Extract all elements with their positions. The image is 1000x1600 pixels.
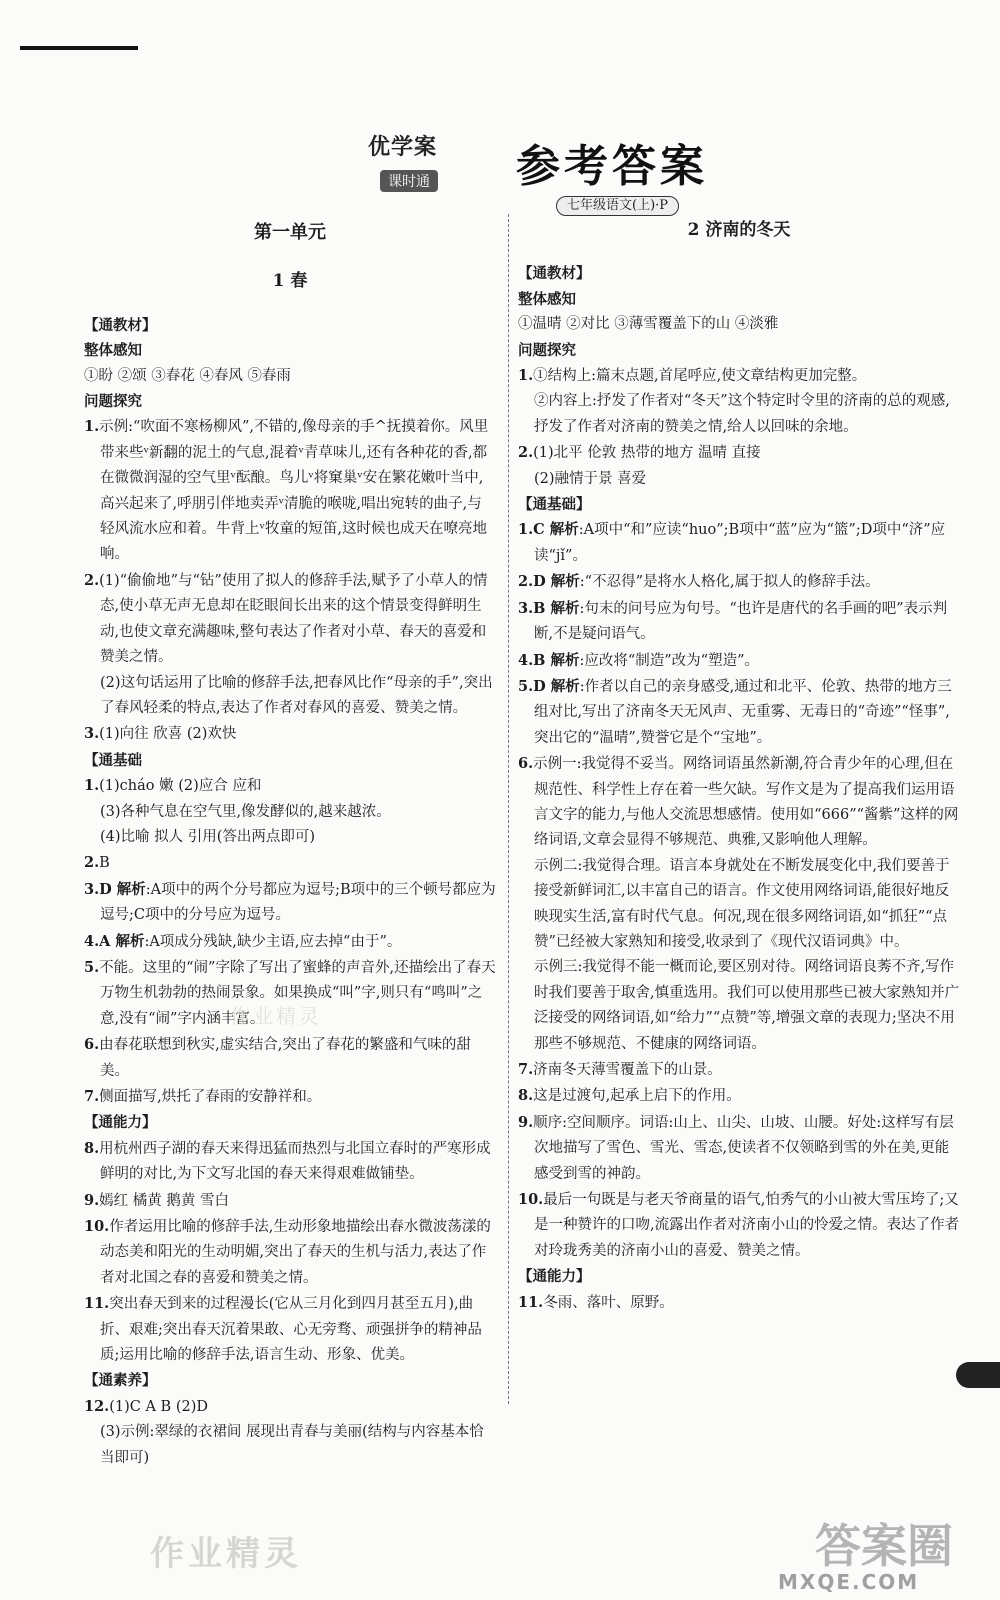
- answer-item: [84, 721, 496, 747]
- item-number: 10.: [84, 1218, 110, 1236]
- item-number: 1.: [518, 521, 534, 539]
- publisher-logo: [368, 124, 468, 190]
- answer-item: [518, 1110, 960, 1187]
- answer-item: [84, 850, 496, 876]
- answer-item: [84, 1291, 496, 1368]
- answer-text: :应改将“制造”改为“塑造”。: [579, 652, 759, 669]
- answer-text: :A项中“和”应读“huo”;B项中“蓝”应为“篮”;D项中“济”应读“jǐ”。: [534, 522, 946, 564]
- answer-item: [518, 517, 960, 569]
- item-number: 5.: [518, 677, 534, 695]
- faint-watermark: 作业精灵: [230, 1004, 322, 1028]
- answer-item: [518, 596, 960, 648]
- answer-text: ②内容上:抒发了作者对“冬天”这个特定时令里的济南的总的观感,抒发了作者对济南的赞美之情,给人以回味的余地。: [534, 393, 950, 435]
- answer-text: 示例一:我觉得不妥当。网络词语虽然新潮,符合青少年的心理,但在规范性、科学性上存在着一些欠缺。写作文是为了提高我们运用语言文字的能力,与他人交流思想感情。使用如“666”“酱紫”这样的网络词语,文章会显得不够规范、典雅,又影响他人理解。: [533, 756, 959, 849]
- item-number: 4.: [518, 651, 534, 669]
- item-number: 3.: [84, 880, 100, 898]
- answer-item: [518, 440, 960, 466]
- section-heading: 【通素养】: [84, 1372, 157, 1390]
- answer-text: ①结构上:篇末点题,首尾呼应,使文章结构更加完整。: [533, 368, 867, 385]
- answer-text: :A项成分残缺,缺少主语,应去掉“由于”。: [144, 933, 402, 950]
- answer-item: [84, 414, 496, 567]
- answer-text: ①盼 ②颂 ③春花 ④春风 ⑤春雨: [84, 367, 291, 384]
- answer-text: 这是过渡句,起承上启下的作用。: [533, 1088, 741, 1105]
- left-column: [84, 214, 496, 1471]
- item-number: 6.: [518, 755, 534, 773]
- answer-text: 济南冬天薄雪覆盖下的山景。: [533, 1062, 722, 1078]
- answer-key: C 解析: [533, 521, 579, 539]
- subsection-heading: 问题探究: [84, 393, 142, 411]
- answer-item: [518, 648, 960, 674]
- item-number: 1.: [84, 777, 100, 795]
- item-number: 2.: [518, 444, 534, 462]
- item-number: 1.: [518, 367, 534, 385]
- answer-text: :作者以自己的亲身感受,通过和北平、伦敦、热带的地方三组对比,写出了济南冬天无风声、无重雾、无毒日的“奇迹”“怪事”,突出它的“温晴”,赞誉它是个“宝地”。: [534, 678, 952, 746]
- answer-item: [518, 674, 960, 751]
- answer-text: 由春花联想到秋实,虚实结合,突出了春花的繁盛和气味的甜美。: [99, 1037, 471, 1079]
- answer-text: 突出春天到来的过程漫长(它从三月化到四月甚至五月),曲折、艰难;突出春天沉着果敢、心无旁骛、顽强拼争的精神品质;运用比喻的修辞手法,语言生动、形象、优美。: [100, 1296, 482, 1364]
- watermark-url: MXQE.COM: [778, 1570, 920, 1594]
- answer-key: A 解析: [99, 932, 145, 950]
- subsection-heading: 整体感知: [84, 342, 142, 360]
- right-column: [518, 214, 960, 1316]
- logo-main-text: 优学案: [368, 134, 438, 160]
- answer-text: 冬雨、落叶、原野。: [543, 1294, 674, 1311]
- item-number: 2.: [84, 571, 100, 589]
- section-heading: 【通基础: [84, 751, 142, 769]
- section-heading: 【通能力】: [518, 1268, 591, 1286]
- column-divider: [508, 214, 509, 1404]
- answer-item: [84, 1188, 496, 1214]
- answer-item: [518, 1083, 960, 1109]
- item-number: 2.: [84, 854, 100, 872]
- subsection-heading: 整体感知: [518, 290, 576, 308]
- answer-item: [84, 568, 496, 671]
- answer-item: [518, 1290, 960, 1316]
- item-number: 6.: [84, 1036, 100, 1054]
- item-number: 10.: [518, 1191, 544, 1209]
- item-number: 11.: [84, 1295, 110, 1313]
- item-number: 9.: [84, 1191, 100, 1209]
- answer-key: B 解析: [533, 599, 580, 617]
- answer-text: (1)C A B (2)D: [109, 1398, 208, 1415]
- answer-text: 示例二:我觉得合理。语言本身就处在不断发展变化中,我们要善于接受新鲜词汇,以丰富自己的语言。作文使用网络词语,能很好地反映现实生活,富有时代气息。何况,现在很多网络词语,如“抓狂”“点赞”已经被大家熟知和接受,收录到了《现代汉语词典》中。: [534, 857, 950, 950]
- answer-key: D 解析: [533, 677, 580, 695]
- subsection-heading: 问题探究: [518, 341, 576, 359]
- answer-text: 用杭州西子湖的春天来得迅猛而热烈与北国立春时的严寒形成鲜明的对比,为下文写北国的春天来得艰难做铺垫。: [99, 1140, 491, 1183]
- unit-heading: 第一单元: [254, 222, 326, 243]
- item-number: 7.: [518, 1061, 534, 1078]
- answer-text: :A项中的两个分号都应为逗号;B项中的三个顿号都应为逗号;C项中的分号应为逗号。: [100, 881, 496, 924]
- answer-item: [518, 751, 960, 854]
- item-number: 8.: [84, 1139, 100, 1157]
- answer-key: D 解析: [99, 880, 146, 898]
- section-heading: 【通能力】: [84, 1114, 157, 1132]
- item-number: 7.: [84, 1088, 100, 1105]
- answer-text: (3)各种气息在空气里,像发酵似的,越来越浓。: [100, 803, 391, 820]
- watermark-text: 作业精灵: [150, 1534, 302, 1574]
- item-number: 3.: [518, 599, 534, 617]
- answer-text: B: [99, 855, 110, 872]
- lesson-heading: 2 济南的冬天: [687, 220, 791, 240]
- answer-key: B 解析: [533, 651, 580, 669]
- answer-text: (2)融情于景 喜爱: [534, 470, 647, 487]
- section-heading: 【通教材】: [518, 265, 591, 283]
- answer-text: (4)比喻 拟人 引用(答出两点即可): [100, 828, 316, 845]
- item-number: 11.: [518, 1293, 544, 1311]
- answer-item: [518, 1187, 960, 1264]
- item-number: 5.: [84, 958, 100, 976]
- logo-sub-text: 课时通: [380, 170, 438, 192]
- item-number: 8.: [518, 1087, 534, 1105]
- answer-text: (1)北平 伦敦 热带的地方 温晴 直接: [533, 445, 761, 462]
- grade-subtitle: 七年级语文(上)·P: [556, 196, 679, 216]
- answer-text: :句末的问号应为句号。“也许是唐代的名手画的吧”表示判断,不是疑问语气。: [534, 600, 948, 643]
- answer-text: 顺序:空间顺序。词语:山上、山尖、山坡、山腰。好处:这样写有层次地描写了雪色、雪光、雪态,使读者不仅领略到雪的外在美,更能感受到雪的神韵。: [533, 1114, 954, 1182]
- answer-item: [84, 1214, 496, 1291]
- item-number: 9.: [518, 1113, 534, 1131]
- section-heading: 【通教材】: [84, 316, 157, 334]
- answer-text: 作者运用比喻的修辞手法,生动形象地描绘出春水微波荡漾的动态美和阳光的生动明媚,突出了春天的生机与活力,表达了作者对北国之春的喜爱和赞美之情。: [100, 1219, 491, 1286]
- answer-item: [84, 773, 496, 799]
- answer-text: (1)cháo 嫩 (2)应合 应和: [99, 778, 262, 795]
- answer-item: [84, 877, 496, 929]
- item-number: 12.: [84, 1397, 110, 1415]
- page-title: 参考答案: [516, 141, 708, 192]
- answer-item: [84, 1032, 496, 1084]
- answer-item: [518, 363, 960, 389]
- answer-text: 示例:“吹面不寒杨柳风”,不错的,像母亲的手^抚摸着你。风里带来些ᵛ新翻的泥土的气息,混着ᵛ青草味儿,还有各种花的香,都在微微润湿的空气里ᵛ酝酿。鸟儿ᵛ将窠巢ᵛ安在繁花嫩叶当中,高兴起来了,呼朋引伴地卖弄ᵛ清脆的喉咙,唱出宛转的曲子,与轻风流水应和着。牛背上ᵛ牧童的短笛,这时候也成天在嘹亮地响。: [99, 419, 489, 563]
- answer-text: (3)示例:翠绿的衣裙间 展现出青春与美丽(结构与内容基本恰当即可): [100, 1424, 484, 1466]
- answer-text: 不能。这里的“闹”字除了写出了蜜蜂的声音外,还描绘出了春天万物生机勃勃的热闹景象。如果换成“叫”字,则只有“鸣叫”之意,没有“闹”字内涵丰富。: [99, 959, 496, 1027]
- answer-text: :“不忍得”是将水人格化,属于拟人的修辞手法。: [579, 574, 880, 591]
- answer-key: D 解析: [533, 573, 580, 591]
- answer-item: [84, 1084, 496, 1110]
- answer-item: [518, 1057, 960, 1083]
- answer-item: [518, 569, 960, 595]
- answer-text: 最后一句既是与老天爷商量的语气,怕秀气的小山被大雪压垮了;又是一种赞许的口吻,流露出作者对济南小山的怜爱之情。表达了作者对玲珑秀美的济南小山的喜爱、赞美之情。: [534, 1192, 960, 1259]
- item-number: 1.: [84, 418, 100, 436]
- item-number: 2.: [518, 573, 534, 591]
- answer-text: 侧面描写,烘托了春雨的安静祥和。: [99, 1089, 322, 1105]
- answer-text: ①温晴 ②对比 ③薄雪覆盖下的山 ④淡雅: [518, 316, 779, 333]
- answer-text: (2)这句话运用了比喻的修辞手法,把春风比作“母亲的手”,突出了春风轻柔的特点,表达了作者对春风的喜爱、赞美之情。: [100, 674, 493, 716]
- answer-item: [84, 1394, 496, 1420]
- answer-item: [84, 1136, 496, 1188]
- lesson-heading: 1 春: [272, 271, 308, 292]
- item-number: 3.: [84, 725, 100, 743]
- top-rule: [20, 46, 138, 50]
- item-number: 4.: [84, 932, 100, 950]
- answer-text: (1)向往 欣喜 (2)欢快: [99, 726, 237, 743]
- answer-text: (1)“偷偷地”与“钻”使用了拟人的修辞手法,赋予了小草人的情态,使小草无声无息却在眨眼间长出来的这个情景变得鲜明生动,也使文章充满趣味,整句表达了作者对小草、春天的喜爱和赞美之情。: [99, 572, 488, 666]
- watermark-logo: 答案圈: [815, 1519, 953, 1573]
- answer-text: 嫣红 橘黄 鹅黄 雪白: [99, 1192, 229, 1209]
- section-heading: 【通基础】: [518, 496, 591, 514]
- answer-item: [84, 929, 496, 955]
- answer-text: 示例三:我觉得不能一概而论,要区别对待。网络词语良莠不齐,写作时我们要善于取舍,慎重选用。我们可以使用那些已被大家熟知并广泛接受的网络词语,如“给力”“点赞”等,增强文章的表现力;坚决不用那些不够规范、不健康的网络词语。: [534, 959, 960, 1052]
- page-tab-marker: [956, 1362, 1000, 1388]
